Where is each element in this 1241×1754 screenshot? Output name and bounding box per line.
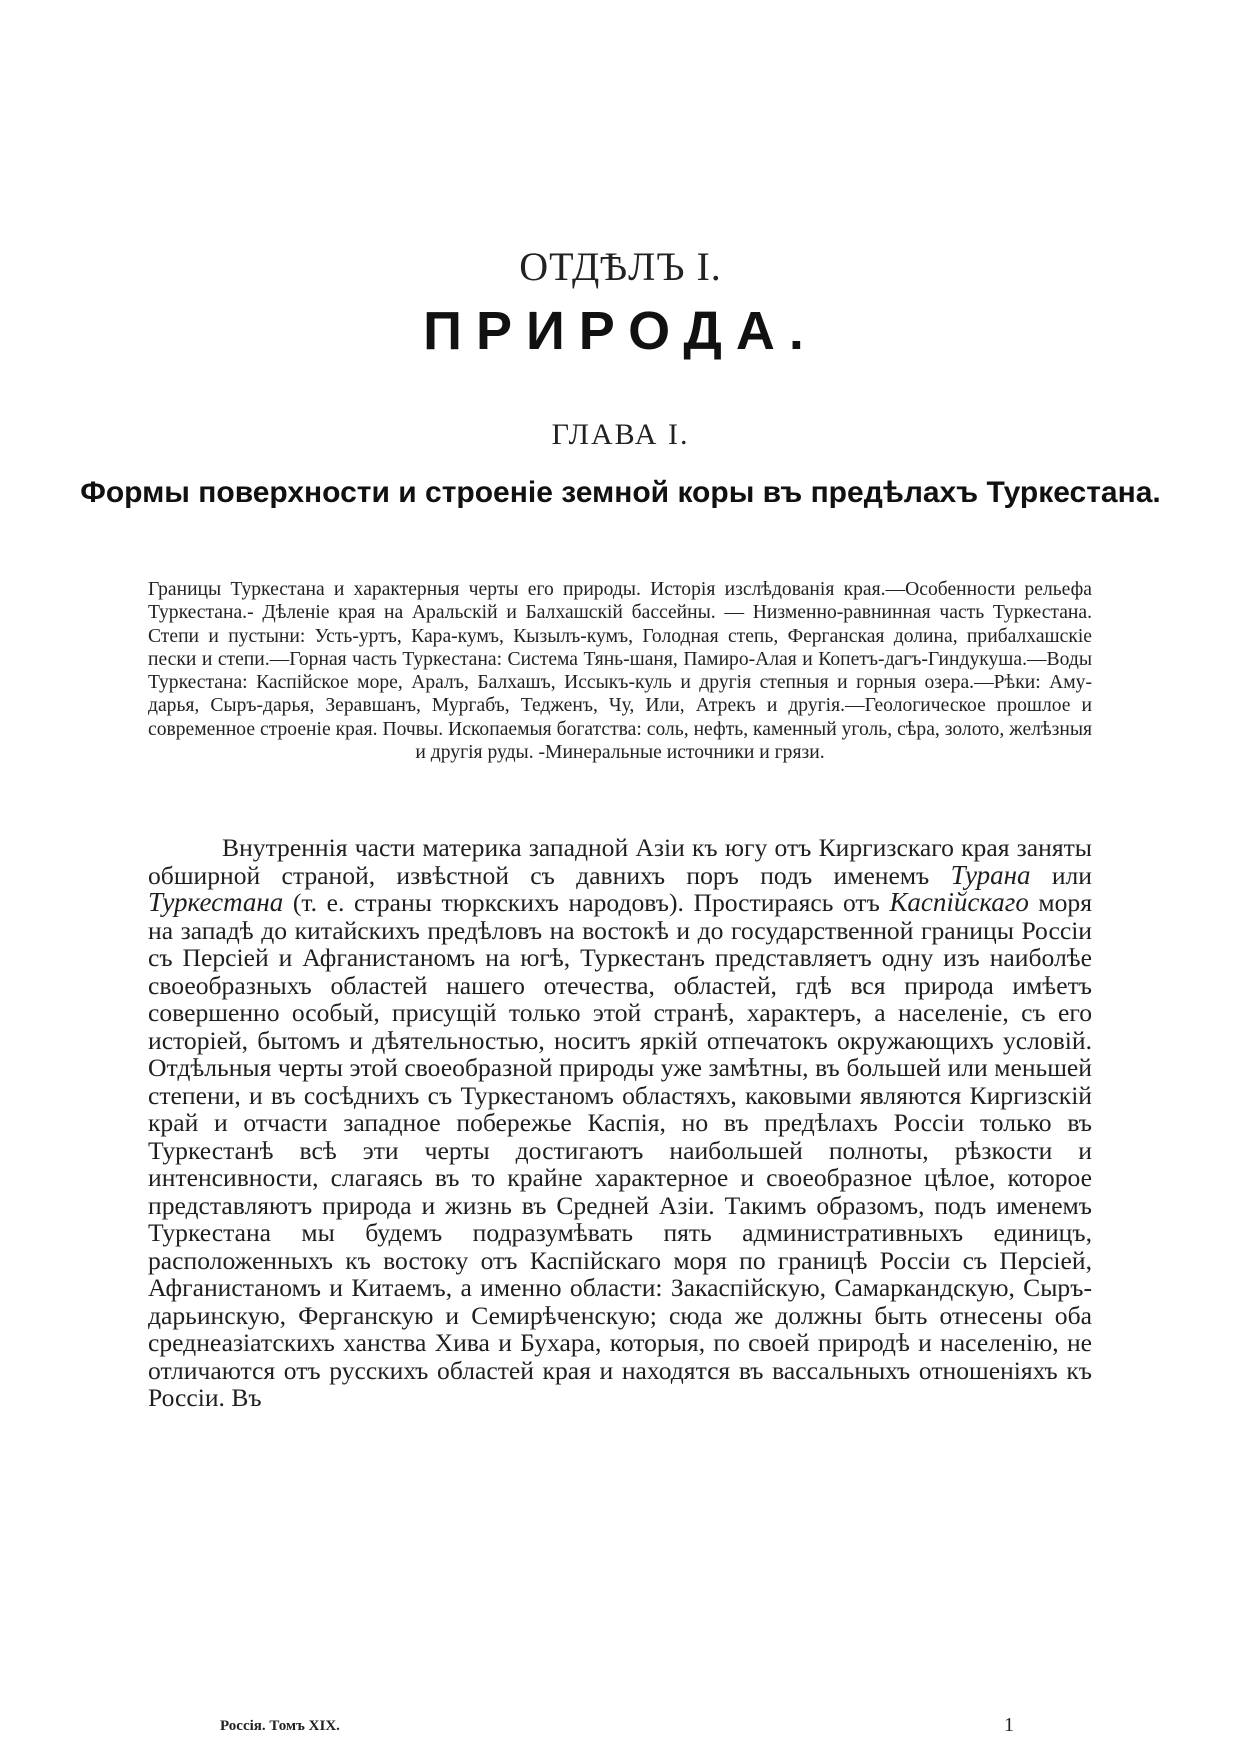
chapter-title: Формы поверхности и строеніе земной коры въ предѣлахъ Туркестана. bbox=[80, 476, 1161, 509]
section-title: ПРИРОДА. bbox=[423, 301, 818, 361]
text-run: Внутреннія части материка западной Азіи къ югу отъ Киргизскаго края заняты обширной страной, извѣстной съ давнихъ поръ подъ именемъ bbox=[148, 833, 1092, 890]
body-text bbox=[148, 834, 1092, 1412]
text-run: моря на западѣ до китайскихъ предѣловъ на востокѣ и до государственной границы Россіи съ Персіей и Афганистаномъ на югѣ, Туркестанъ представляетъ одну изъ наиболѣе своеобразныхъ областей нашего отечества, областей, гдѣ вся природа имѣетъ совершенно особый, присущій только этой странѣ, характеръ, а населеніе, съ его исторіей, бытомъ и дѣятельностью, носитъ яркій отпечатокъ окружающихъ условій. Отдѣльныя черты этой своеобразной природы уже замѣтны, въ большей или меньшей степени, и въ сосѣднихъ съ Туркестаномъ областяхъ, каковыми являются Киргизскій край и отчасти западное побережье Каспія, но въ предѣлахъ Россіи только въ Туркестанѣ всѣ эти черты достигаютъ наибольшей полноты, рѣзкости и интенсивности, слагаясь въ то крайне характерное и своеобразное цѣлое, которое представляютъ природа и жизнь въ Средней Азіи. Такимъ образомъ, подъ именемъ Туркестана мы будемъ подразумѣвать пять административныхъ единицъ, расположенныхъ къ востоку отъ Каспійскаго моря по границѣ Россіи съ Персіей, Афганистаномъ и Китаемъ, а именно области: Закаспійскую, Самаркандскую, Сыръ-дарьинскую, Ферганскую и Семирѣченскую; сюда же должны быть отнесены оба среднеазіатскихъ ханства Хива и Бухара, которыя, по своей природѣ и населенію, не отличаются отъ русскихъ областей края и находятся въ вассальныхъ отношеніяхъ къ Россіи. Въ bbox=[148, 888, 1092, 1412]
chapter-label: ГЛАВА I. bbox=[551, 418, 690, 451]
term-turan: Турана bbox=[950, 859, 1031, 890]
term-caspian: Каспійскаго bbox=[889, 887, 1029, 917]
running-title: Россія. Томъ XIX. bbox=[220, 1718, 340, 1734]
paragraph bbox=[148, 834, 1092, 1412]
term-turkestan: Туркестана bbox=[148, 887, 284, 917]
text-run: (т. е. страны тюркскихъ народовъ). Простираясь отъ bbox=[283, 888, 890, 917]
chapter-summary: Границы Туркестана и характерныя черты его природы. Исторія изслѣдованія края.—Особенности рельефа Туркестана.- Дѣленіе края на Аральскій и Балхашскій бассейны. — Низменно-равнинная часть Туркестана. Степи и пустыни: Усть-уртъ, Кара-кумъ, Кызылъ-кумъ, Голодная степь, Ферганская долина, прибалхашскіе пески и степи.—Горная часть Туркестана: Система Тянь-шаня, Памиро-Алая и Копетъ-дагъ-Гиндукуша.—Воды Туркестана: Каспійское море, Аралъ, Балхашъ, Иссыкъ-куль и другія степныя и горныя озера.—Рѣки: Аму-дарья, Сыръ-дарья, Зеравшанъ, Мургабъ, Тедженъ, Чу, Или, Атрекъ и другія.—Геологическое прошлое и современное строеніе края. Почвы. Ископаемыя богатства: соль, нефть, каменный уголь, сѣра, золото, желѣзныя и другія руды. -Минеральные источники и грязи. bbox=[148, 579, 1092, 764]
section-label: ОТДѢЛЪ I. bbox=[519, 244, 722, 289]
text-run: или bbox=[1030, 860, 1092, 890]
page-number: 1 bbox=[1004, 1714, 1014, 1736]
